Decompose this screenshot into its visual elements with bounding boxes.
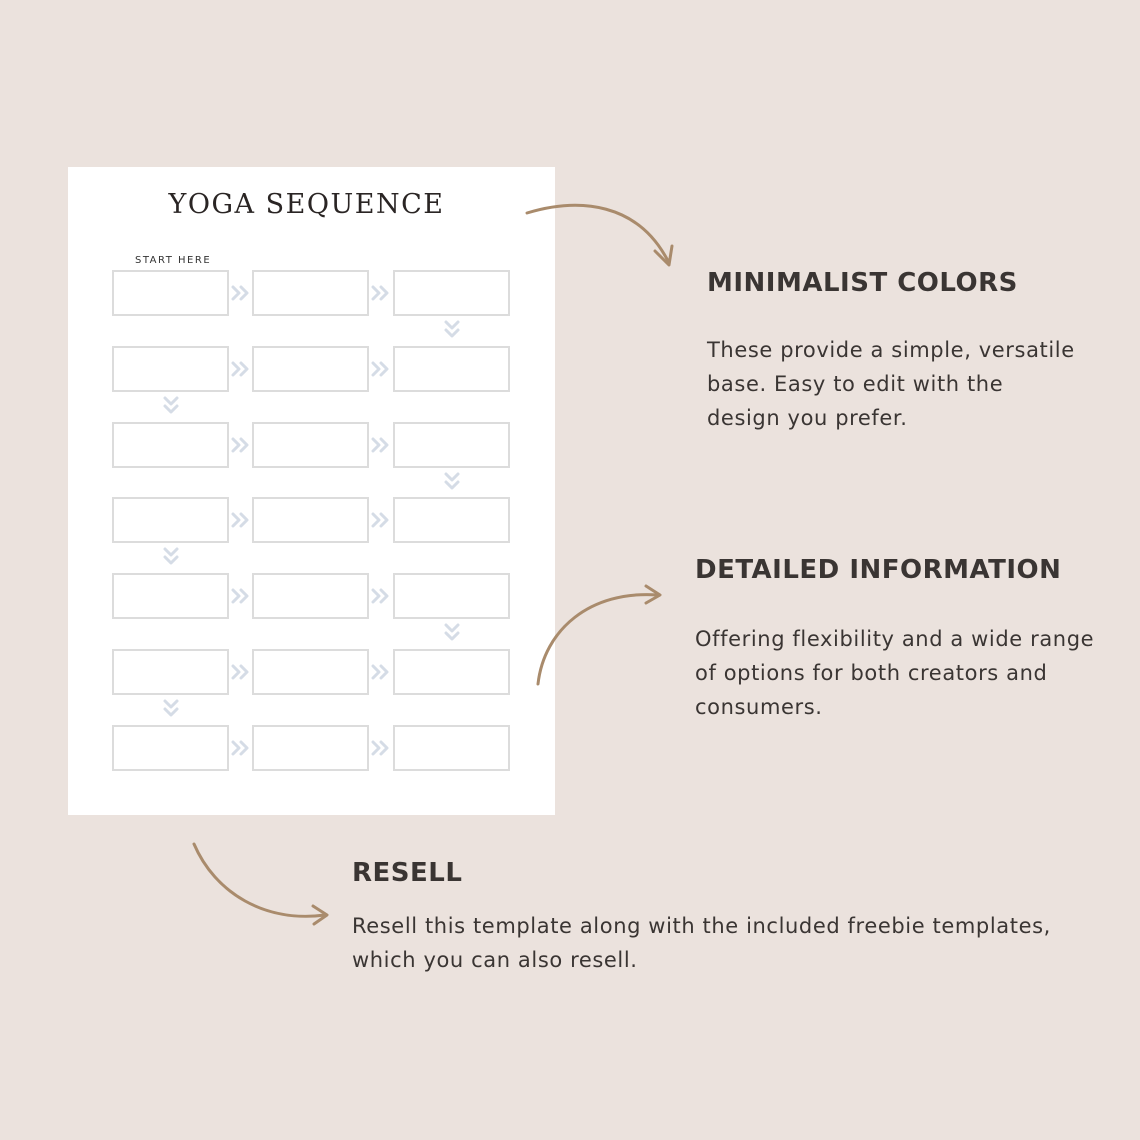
detailed-information-text: Offering flexibility and a wide range of options for both creators and consumers. [695, 627, 1095, 719]
pose-box[interactable] [393, 270, 510, 316]
chevron-icon [370, 282, 392, 304]
resell-text: Resell this template along with the included freebie templates, which you can also resell. [352, 914, 1051, 972]
curved-arrow-icon [520, 195, 680, 275]
curved-arrow-icon [185, 838, 335, 928]
pose-box[interactable] [252, 725, 369, 771]
pose-box[interactable] [112, 725, 229, 771]
pose-box[interactable] [252, 573, 369, 619]
detailed-information-heading: DETAILED INFORMATION [695, 555, 1062, 585]
start-here-label: START HERE [135, 255, 212, 266]
pose-box[interactable] [252, 649, 369, 695]
chevron-icon [230, 737, 252, 759]
pose-box[interactable] [112, 649, 229, 695]
chevron-icon [370, 661, 392, 683]
pose-box[interactable] [252, 270, 369, 316]
minimalist-colors-text: These provide a simple, versatile base. Easy to edit with the design you prefer. [707, 338, 1075, 430]
pose-box[interactable] [393, 422, 510, 468]
chevron-icon [441, 319, 463, 341]
chevron-icon [230, 434, 252, 456]
chevron-icon [230, 282, 252, 304]
template-title: YOGA SEQUENCE [168, 189, 445, 220]
pose-box[interactable] [252, 422, 369, 468]
pose-box[interactable] [393, 725, 510, 771]
yoga-sequence-template [68, 167, 555, 815]
chevron-icon [441, 471, 463, 493]
chevron-icon [230, 661, 252, 683]
pose-box[interactable] [112, 270, 229, 316]
resell-heading: RESELL [352, 858, 463, 888]
pose-box[interactable] [393, 346, 510, 392]
pose-box[interactable] [252, 346, 369, 392]
minimalist-colors-heading: MINIMALIST COLORS [707, 268, 1018, 298]
curved-arrow-icon [530, 580, 670, 690]
chevron-icon [370, 585, 392, 607]
pose-box[interactable] [112, 422, 229, 468]
chevron-icon [230, 358, 252, 380]
chevron-icon [370, 434, 392, 456]
chevron-icon [370, 358, 392, 380]
pose-box[interactable] [252, 497, 369, 543]
pose-box[interactable] [393, 497, 510, 543]
pose-box[interactable] [112, 346, 229, 392]
pose-box[interactable] [393, 649, 510, 695]
chevron-icon [370, 509, 392, 531]
chevron-icon [160, 395, 182, 417]
pose-box[interactable] [393, 573, 510, 619]
chevron-icon [230, 509, 252, 531]
chevron-icon [441, 622, 463, 644]
chevron-icon [370, 737, 392, 759]
pose-box[interactable] [112, 573, 229, 619]
chevron-icon [230, 585, 252, 607]
pose-box[interactable] [112, 497, 229, 543]
chevron-icon [160, 698, 182, 720]
chevron-icon [160, 546, 182, 568]
